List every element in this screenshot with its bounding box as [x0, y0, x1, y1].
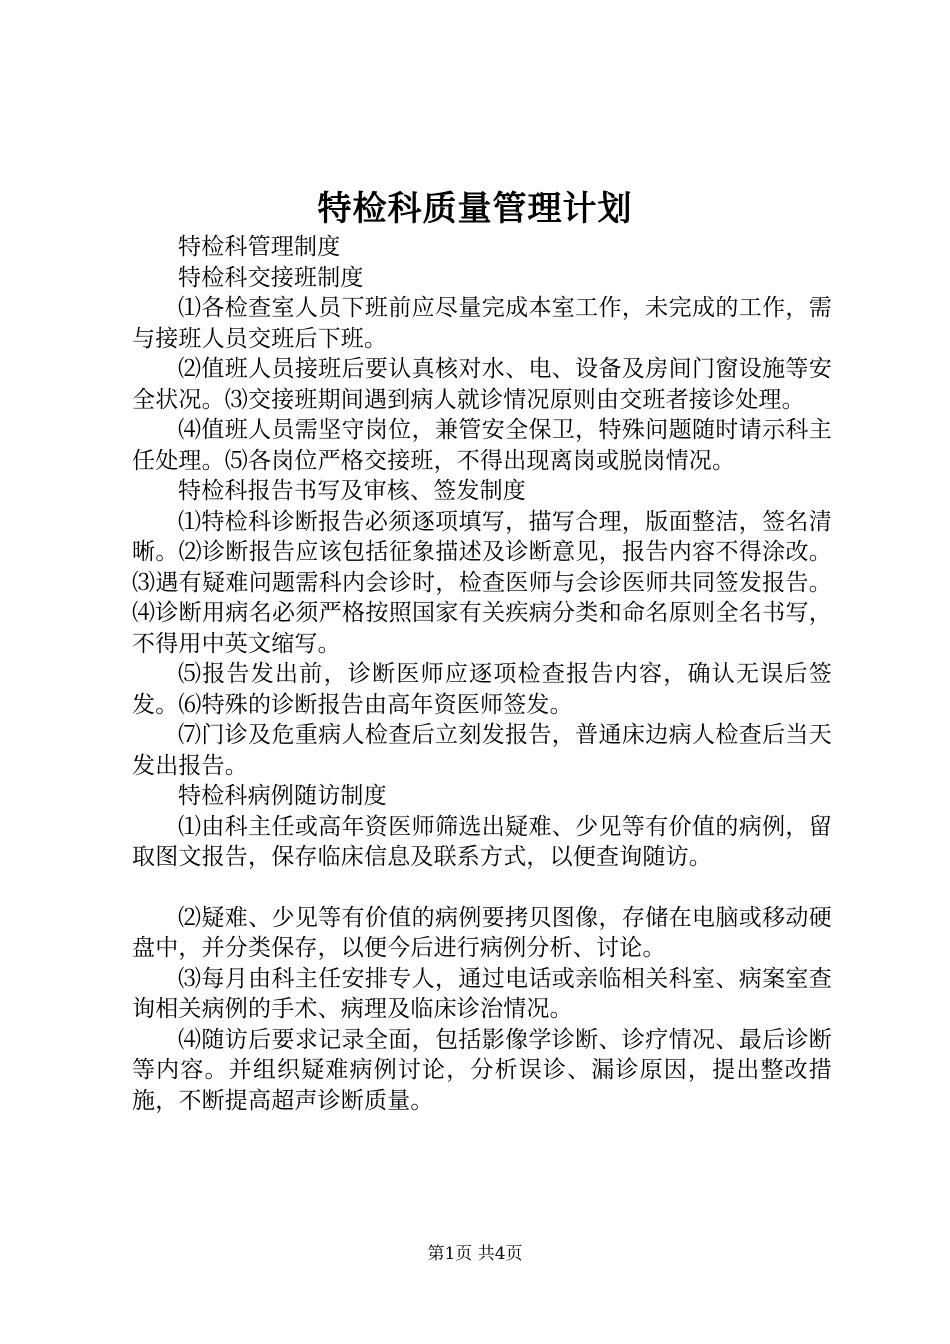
document-body: [132, 232, 832, 1116]
paragraph: ⑴特检科诊断报告必须逐项填写，描写合理，版面整洁，签名清晰。⑵诊断报告应该包括征象描述及诊断意见，报告内容不得涂改。⑶遇有疑难问题需科内会诊时，检查医师与会诊医师共同签发报告。⑷诊断用病名必须严格按照国家有关疾病分类和命名原则全名书写，不得用中英文缩写。: [132, 508, 832, 657]
paragraph: ⑺门诊及危重病人检查后立刻发报告，普通床边病人检查后当天发出报告。: [132, 722, 832, 779]
subsection-heading: 特检科报告书写及审核、签发制度: [178, 478, 526, 504]
paragraph: ⑷值班人员需坚守岗位，兼管安全保卫，特殊问题随时请示科主任处理。⑸各岗位严格交接班，不得出现离岗或脱岗情况。: [132, 417, 832, 474]
paragraph: ⑵值班人员接班后要认真核对水、电、设备及房间门窗设施等安全状况。⑶交接班期间遇到病人就诊情况原则由交班者接诊处理。: [132, 356, 832, 413]
page-number-footer: 第1页 共4页: [427, 1244, 523, 1264]
paragraph: ⑵疑难、少见等有价值的病例要拷贝图像，存储在电脑或移动硬盘中，并分类保存，以便今后进行病例分析、讨论。: [132, 904, 832, 961]
subsection-heading: 特检科病例随访制度: [178, 783, 387, 809]
paragraph: ⑷随访后要求记录全面，包括影像学诊断、诊疗情况、最后诊断等内容。并组织疑难病例讨论，分析误诊、漏诊原因，提出整改措施，不断提高超声诊断质量。: [132, 1026, 832, 1114]
paragraph: ⑸报告发出前，诊断医师应逐项检查报告内容，确认无误后签发。⑹特殊的诊断报告由高年资医师签发。: [132, 661, 832, 718]
paragraph-spacer: [132, 873, 832, 903]
paragraph: ⑴由科主任或高年资医师筛选出疑难、少见等有价值的病例，留取图文报告，保存临床信息及联系方式，以便查询随访。: [132, 813, 832, 870]
paragraph: ⑴各检查室人员下班前应尽量完成本室工作，未完成的工作，需与接班人员交班后下班。: [132, 295, 832, 352]
subsection-heading: 特检科交接班制度: [178, 264, 364, 291]
page-title: 特检科质量管理计划: [317, 189, 633, 229]
section-heading: 特检科管理制度: [178, 234, 341, 260]
paragraph: ⑶每月由科主任安排专人，通过电话或亲临相关科室、病案室查询相关病例的手术、病理及临床诊治情况。: [132, 965, 832, 1022]
